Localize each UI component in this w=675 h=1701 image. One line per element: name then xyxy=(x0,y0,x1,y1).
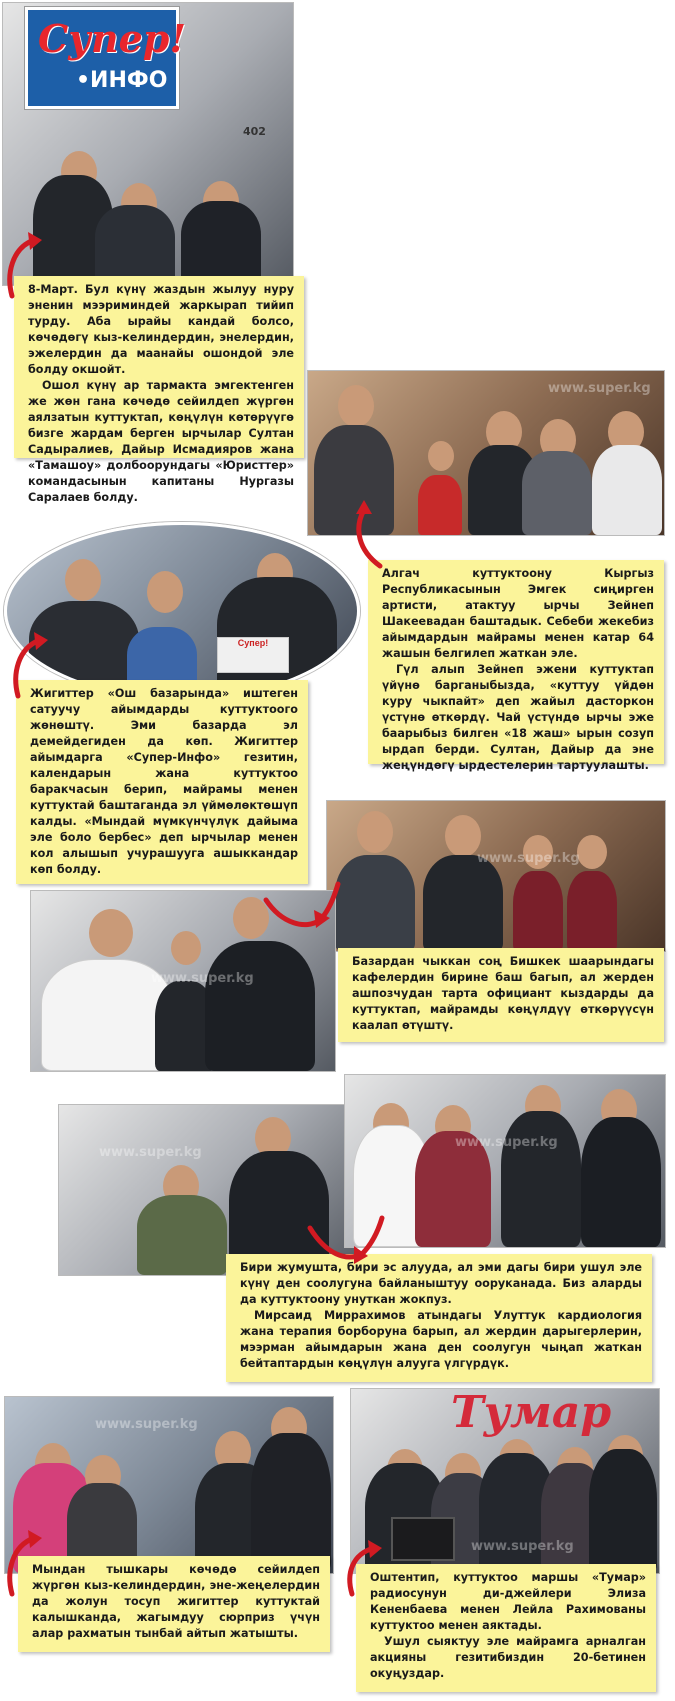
caption-paragraph: Гүл алып Зейнеп эжени куттуктап үйүнө барганыбызда, «куттуу үйдөн куру чыкпайт» деп жайыл дасторкон үстүнө өткөрдү. Чай үстүндө ырчы эже баарыбыз билген «18 жаш» ырын созуп ырдап берди. Султан, Дайыр да эне жеңүндөгү ырдестелерин тартуулашты. xyxy=(382,663,654,772)
person xyxy=(513,871,563,951)
person xyxy=(589,1449,657,1573)
arrow-icon xyxy=(306,1214,386,1274)
person xyxy=(95,205,175,285)
caption-paragraph: Базардан чыккан соң Бишкек шаарындагы кафелердин бирине баш багып, ал жерден ашпозчудан тарта официант кыздарды да куттуктап, майрамды көңүлдүү өткөрүүсүн каалап өтүштү. xyxy=(352,955,654,1032)
caption-street xyxy=(18,1556,330,1652)
arrow-icon xyxy=(350,500,390,570)
person-head xyxy=(357,811,393,853)
caption-tumar xyxy=(356,1564,656,1692)
watermark: www.super.kg xyxy=(477,851,580,866)
person xyxy=(501,1111,581,1247)
building-number: 402 xyxy=(243,125,266,138)
person xyxy=(205,941,315,1071)
caption-paragraph: Алгач куттуктоону Кыргыз Республикасынын Эмгек сиңирген артисти, атактуу ырчы Зейнеп Шакеевадан баштадык. Себеби жекебиз айымдардын майрамы менен катар 64 жашын белгилеп жаткан эле. xyxy=(382,567,654,660)
photo-street-logo xyxy=(2,2,294,286)
photo-cafe-waitresses xyxy=(326,800,666,952)
arrow-icon xyxy=(344,1538,384,1598)
photo-tumar-radio xyxy=(350,1388,660,1574)
person xyxy=(137,1195,227,1275)
watermark: www.super.kg xyxy=(471,1539,574,1554)
person xyxy=(423,855,503,951)
photo-street-girls xyxy=(4,1396,334,1574)
caption-paragraph: Бири жумушта, бири эс алууда, ал эми дагы бири ушул эле күнү ден соолугуна байланыштуу ооруканада. Биз аларды да куттуктоону унуткан жокпуз. xyxy=(240,1261,642,1306)
person xyxy=(181,201,261,285)
caption-paragraph: Мындан тышкары көчөдө сейилдеп жүргөн кыз-келиндердин, эне-жеңелердин да жолун тосуп жигиттер куттуктай калышканда, жагымдуу сюрприз үчүн алар рахматын тынбай айтып жатышты. xyxy=(32,1563,320,1640)
caption-paragraph: Жигиттер «Ош базарында» иштеген сатуучу айымдарды куттуктоого жөнөштү. Эми базарда эл демейдегиден да көп. Жигиттер айымдарга «Супер-Инфо» гезитин, календарын жана куттуктоо баракчасын берип, майрамы менен куттуктай баштаганда эл үймөлөктөшүп калды. «Мындай мүмкүнчүлүк дайыма эле боло бербес» деп ырчылар менен кол алышып учурашууга ашыккандар көп болду. xyxy=(30,687,298,876)
arrow-icon xyxy=(4,230,44,300)
person-head xyxy=(577,835,607,869)
photo-hospital-doctors xyxy=(344,1074,666,1248)
caption-hospital xyxy=(226,1254,652,1382)
person-head xyxy=(171,931,201,965)
logo-text: Супер! xyxy=(38,16,187,61)
arrow-icon xyxy=(262,880,342,940)
caption-zeinep xyxy=(368,560,664,772)
person-head xyxy=(65,559,101,601)
person xyxy=(592,445,662,535)
watermark: www.super.kg xyxy=(455,1135,558,1150)
tumar-sign: Тумар xyxy=(451,1388,612,1438)
person xyxy=(335,855,415,951)
person-head xyxy=(338,385,374,427)
person xyxy=(251,1433,331,1573)
caption-intro xyxy=(14,276,304,504)
logo-subtext: •ИНФО xyxy=(76,68,168,93)
caption-osh-bazaar xyxy=(16,680,308,884)
arrow-icon xyxy=(4,1528,44,1598)
watermark: www.super.kg xyxy=(548,381,651,396)
watermark: www.super.kg xyxy=(151,971,254,986)
caption-paragraph: Мирсаид Миррахимов атындагы Улуттук кардиология жана терапия борборуна барып, ал жердин дарыгерлерин, мээрман айымдарын жана ден соолугун чыңап жаткан бейтаптардын көңүлүн алууга үлгүрдүк. xyxy=(240,1309,642,1370)
newspaper-prop: Супер! xyxy=(217,637,289,673)
watermark: www.super.kg xyxy=(95,1417,198,1432)
caption-paragraph: Ушул сыяктуу эле майрамга арналган акцияны гезитибиздин 20-бетинен окуңуздар. xyxy=(370,1635,646,1680)
caption-paragraph: Ошол күнү ар тармакта эмгектенген же жөн гана көчөдө сейилдеп жүргөн аялзатын куттуктап, көңүлүн көтөрүүгө бизге жардам берген ырчылар Султан Садыралиев, Дайыр Исмадияров жана «Тамашоу» долбоорундагы «Юристтер» командасынын капитаны Нургазы Саралаев болду. xyxy=(28,379,294,504)
person xyxy=(567,871,617,951)
watermark: www.super.kg xyxy=(99,1145,202,1160)
person-head xyxy=(89,909,133,957)
person xyxy=(522,451,592,535)
person-head xyxy=(147,571,183,613)
caption-paragraph: Оштентип, куттуктоо маршы «Тумар» радиосунун ди-джейлери Элиза Кененбаева менен Лейла Рахимованы куттуктоо менен аяктады. xyxy=(370,1571,646,1632)
caption-cafe xyxy=(338,948,664,1042)
photo-osh-bazaar xyxy=(4,522,360,700)
arrow-icon xyxy=(10,630,50,700)
caption-paragraph: 8-Март. Бул күнү жаздын жылуу нуру эненин мээриминдей жаркырап тийип турду. Аба ырайы кандай болсо, көчөдөгү кыз-келиндердин, энелердин, эжелердин да маанайы ошондой эле болду окшойт. xyxy=(28,283,294,376)
person-head xyxy=(445,815,481,857)
person-head xyxy=(428,441,454,471)
monitor-prop xyxy=(391,1517,455,1561)
super-info-logo xyxy=(25,7,187,109)
person xyxy=(581,1117,661,1247)
person xyxy=(418,475,462,535)
